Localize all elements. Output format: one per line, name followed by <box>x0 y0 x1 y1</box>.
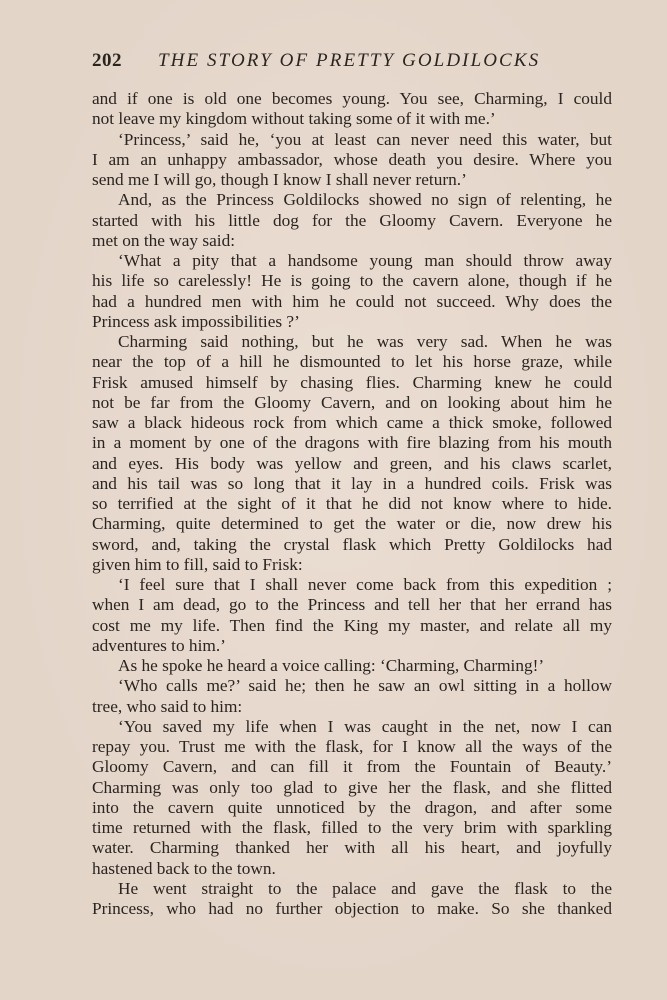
text-line: and eyes. His body was yellow and green, and his claws scarlet, <box>92 453 612 473</box>
text-line: and his tail was so long that it lay in a hundred coils. Frisk was <box>92 473 612 493</box>
text-line: ‘What a pity that a handsome young man should throw away <box>118 251 612 270</box>
text-line: started with his little dog for the Gloomy Cavern. Everyone he <box>92 210 612 230</box>
text-line: given him to fill, said to Frisk: <box>92 554 303 574</box>
text-line: Frisk amused himself by chasing flies. Charming knew he could <box>92 372 612 392</box>
text-line: As he spoke he heard a voice calling: ‘Charming, Charming!’ <box>118 656 545 675</box>
text-line: Charming was only too glad to give her the flask, and she flitted <box>92 777 612 797</box>
text-line: water. Charming thanked her with all his heart, and joyfully <box>92 838 612 858</box>
running-head <box>92 50 612 78</box>
text-line: Gloomy Cavern, and can fill it from the Fountain of Beauty.’ <box>92 757 612 777</box>
text-line: ‘You saved my life when I was caught in the net, now I can <box>118 716 612 736</box>
text-line: met on the way said: <box>92 230 236 250</box>
text-line: near the top of a hill he dismounted to let his horse graze, while <box>92 352 612 372</box>
text-line: hastened back to the town. <box>92 858 276 878</box>
text-line: He went straight to the palace and gave the flask to the <box>118 878 612 898</box>
running-title: THE STORY OF PRETTY GOLDILOCKS <box>158 50 541 71</box>
text-line: send me I will go, though I know I shall never return.’ <box>92 170 467 189</box>
text-line: tree, who said to him: <box>92 696 243 716</box>
text-line: repay you. Trust me with the flask, for I know all the ways of the <box>92 737 612 756</box>
text-line: not be far from the Gloomy Cavern, and on looking about him he <box>92 392 612 412</box>
text-line: saw a black hideous rock from which came a thick smoke, followed <box>92 413 612 432</box>
text-line: I am an unhappy ambassador, whose death you desire. Where you <box>92 149 612 169</box>
text-line: Charming, quite determined to get the water or die, now drew his <box>92 514 612 534</box>
text-line: and if one is old one becomes young. You see, Charming, I could <box>92 89 612 108</box>
text-line: adventures to him.’ <box>92 635 226 655</box>
text-line: And, as the Princess Goldilocks showed no sign of relenting, he <box>118 190 612 210</box>
text-line: in a moment by one of the dragons with fire blazing from his mouth <box>92 433 612 453</box>
text-line: Princess ask impossibilities ?’ <box>92 311 300 331</box>
text-line: ‘I feel sure that I shall never come back from this expedition ; <box>118 575 612 594</box>
text-line: cost me my life. Then find the King my master, and relate all my <box>92 615 612 635</box>
page-number: 202 <box>92 50 122 71</box>
text-line: ‘Who calls me?’ said he; then he saw an owl sitting in a hollow <box>118 676 612 696</box>
text-line: Princess, who had no further objection to make. So she thanked <box>92 899 612 918</box>
text-line: so terrified at the sight of it that he did not know where to hide. <box>92 494 612 513</box>
text-line: his life so carelessly! He is going to the cavern alone, though if he <box>92 271 612 291</box>
text-line: not leave my kingdom without taking some of it with me.’ <box>92 109 496 129</box>
text-line: time returned with the flask, filled to the very brim with sparkling <box>92 818 612 837</box>
text-line: into the cavern quite unnoticed by the dragon, and after some <box>92 797 612 817</box>
text-line: sword, and, taking the crystal flask which Pretty Goldilocks had <box>92 534 612 554</box>
text-line: had a hundred men with him he could not succeed. Why does the <box>92 291 612 311</box>
text-line: when I am dead, go to the Princess and tell her that her errand has <box>92 595 612 615</box>
body-text <box>92 89 612 919</box>
text-line: ‘Princess,’ said he, ‘you at least can never need this water, but <box>118 129 612 149</box>
text-line: Charming said nothing, but he was very sad. When he was <box>118 332 612 351</box>
